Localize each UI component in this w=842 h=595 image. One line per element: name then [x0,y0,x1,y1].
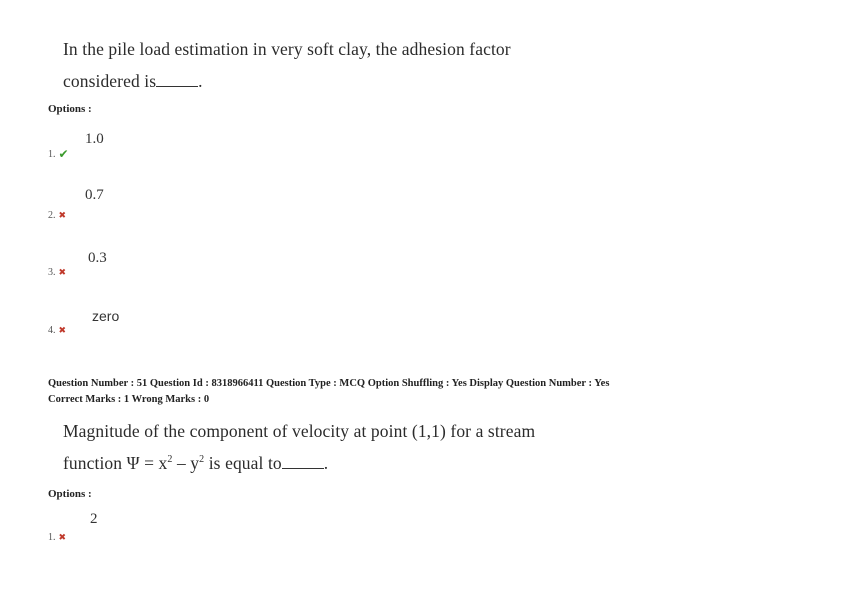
question-1-line-2-period: . [198,71,203,91]
question-2-function-text: function Ψ = x [63,453,168,473]
check-icon: ✔ [58,147,69,161]
option-2-number-text: 2. [48,210,56,221]
x-icon: ✖ [58,325,67,335]
question-1-line-2 [63,71,203,92]
option-2-number [48,210,66,221]
superscript-2: 2 [199,454,205,466]
option-1-number-text: 1. [48,532,56,543]
option-1-value: 2 [90,511,98,527]
x-icon: ✖ [58,267,67,277]
option-1-number [48,147,69,162]
question-meta-line-1: Question Number : 51 Question Id : 8318966411 Question Type : MCQ Option Shuffling : Yes Display Question Number : Yes [48,378,610,389]
option-3-number-text: 3. [48,267,56,278]
options-label: Options : [48,488,92,500]
x-icon: ✖ [58,532,67,542]
question-2-period: . [323,453,329,473]
option-3-value: 0.3 [88,250,107,266]
option-4-number [48,325,66,336]
option-2-value: 0.7 [85,187,104,203]
question-2-line-2 [63,453,328,474]
question-1-line-1: In the pile load estimation in very soft clay, the adhesion factor [63,39,511,59]
question-2-minus-y: – y [172,453,200,473]
question-2-line-1: Magnitude of the component of velocity at point (1,1) for a stream [63,421,536,441]
question-2-equal-text: is equal to [204,453,282,473]
answer-blank [282,454,324,469]
option-1-number [48,532,66,543]
question-meta-line-2: Correct Marks : 1 Wrong Marks : 0 [48,394,210,405]
options-label: Options : [48,103,92,115]
x-icon: ✖ [58,210,67,220]
option-3-number [48,267,66,278]
question-1-line-2-text: considered is [63,71,157,91]
superscript-2: 2 [167,454,173,466]
option-4-value: zero [92,308,120,324]
option-1-value: 1.0 [85,131,104,147]
answer-blank [156,72,198,87]
option-4-number-text: 4. [48,325,56,336]
option-1-number-text: 1. [48,149,56,160]
